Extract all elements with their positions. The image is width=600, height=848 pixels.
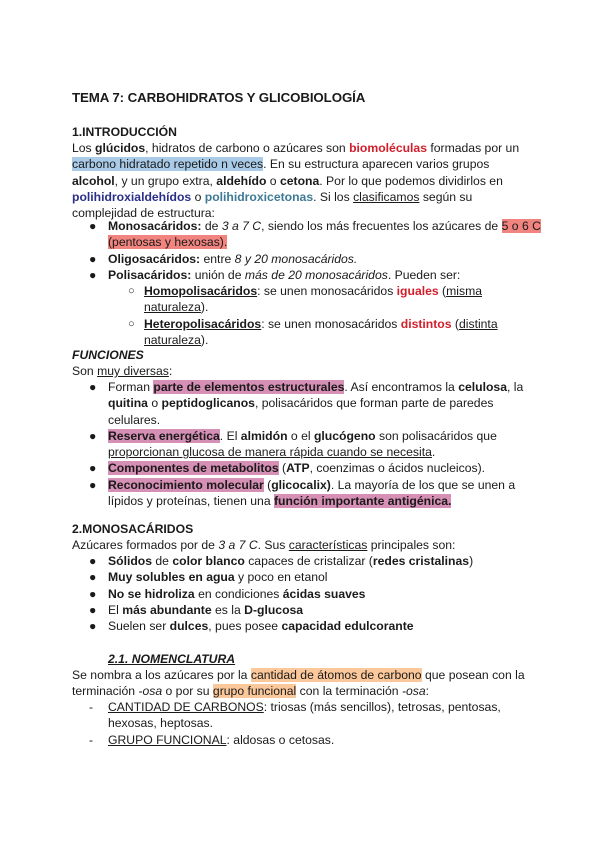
- list-item-hidroliza: ● No se hidroliza en condiciones ácidas suaves: [89, 586, 366, 601]
- monosacaridos-intro: Azúcares formados por de 3 a 7 C. Sus características principales son:: [72, 538, 456, 552]
- list-item-dulces: ● Suelen ser dulces, pues posee capacidad edulcorante: [89, 619, 414, 634]
- nomenclatura-list: [72, 699, 534, 748]
- section-heading-monosacaridos: 2.MONOSACÁRIDOS: [72, 522, 194, 536]
- bullet-icon: ●: [89, 619, 97, 634]
- classification-list: [72, 218, 542, 348]
- bullet-icon: ●: [89, 586, 97, 601]
- list-item-abundante: ● El más abundante es la D-glucosa: [89, 602, 304, 617]
- dash-icon: -: [89, 732, 94, 747]
- list-item-oligosacaridos: ● Oligosacáridos: entre 8 y 20 monosacáridos.: [89, 251, 358, 266]
- page-title: TEMA 7: CARBOHIDRATOS Y GLICOBIOLOGÍA: [72, 90, 366, 105]
- list-item-grupo-funcional: - GRUPO FUNCIONAL: aldosas o cetosas.: [89, 732, 335, 747]
- nomenclatura-paragraph: [72, 667, 534, 700]
- circle-bullet-icon: ○: [128, 285, 135, 298]
- funciones-intro: Son muy diversas:: [72, 364, 173, 378]
- caracteristicas-list: [72, 553, 542, 634]
- nomenclatura-text: Se nombra a los azúcares por la cantidad de átomos de carbono que posean con la terminación -osa o por su grupo funcional con la terminación -osa:: [72, 668, 525, 699]
- list-item-metabolitos: ● Componentes de metabolitos (ATP, coenzimas o ácidos nucleicos).: [89, 461, 486, 476]
- circle-bullet-icon: ○: [128, 317, 135, 330]
- list-item-homopolisacaridos: ○ Homopolisacáridos: se unen monosacáridos iguales (misma naturaleza).: [128, 284, 483, 315]
- bullet-icon: ●: [89, 554, 97, 568]
- funciones-list: [72, 379, 534, 509]
- list-item-solidos: ● Sólidos de color blanco capaces de cristalizar (redes cristalinas): [89, 554, 474, 568]
- list-item-reconocimiento: ● Reconocimiento molecular (glicocalix). La mayoría de los que se unen a lípidos y proteínas, tienen una función importante antigénica.: [89, 477, 516, 509]
- bullet-icon: ●: [89, 428, 97, 443]
- bullet-icon: ●: [89, 380, 97, 394]
- list-item-solubles: ● Muy solubles en agua y poco en etanol: [89, 570, 328, 585]
- intro-text: Los glúcidos, hidratos de carbono o azúcares son biomoléculas formadas por un carbono hidratado repetido n veces. En su estructura aparecen varios grupos alcohol, y un grupo extra, aldehído o cetona. Por lo que podemos dividirlos en polihidroxialdehídos o polihidroxicetonas. Si los clasificamos según su complejidad de estructura:: [72, 141, 520, 221]
- bullet-icon: ●: [89, 461, 97, 476]
- section-heading-introduccion: 1.INTRODUCCIÓN: [72, 125, 177, 139]
- bullet-icon: ●: [89, 251, 97, 266]
- bullet-icon: ●: [89, 602, 97, 617]
- dash-icon: -: [89, 700, 94, 714]
- intro-paragraph: [72, 140, 532, 221]
- bullet-icon: ●: [89, 477, 97, 492]
- list-item-heteropolisacaridos: ○ Heteropolisacáridos: se unen monosacáridos distintos (distinta naturaleza).: [128, 316, 498, 348]
- bullet-icon: ●: [89, 267, 97, 282]
- list-item-estructurales: ● Forman parte de elementos estructurales. Así encontramos la celulosa, la quitina o peptidoglicanos, polisacáridos que forman parte de paredes celulares.: [89, 380, 524, 427]
- list-item-polisacaridos: ● Polisacáridos: unión de más de 20 monosacáridos. Pueden ser:: [89, 267, 461, 282]
- list-item-monosacaridos: ● Monosacáridos: de 3 a 7 C, siendo los más frecuentes los azúcares de 5 o 6 C (pentosas y hexosas).: [89, 219, 541, 250]
- list-item-reserva: ● Reserva energética. El almidón o el glucógeno son polisacáridos que proporcionan glucosa de manera rápida cuando se necesita.: [89, 428, 497, 460]
- bullet-icon: ●: [89, 219, 97, 233]
- bullet-icon: ●: [89, 570, 97, 585]
- funciones-heading: FUNCIONES: [72, 348, 144, 362]
- subsection-heading-nomenclatura: 2.1. NOMENCLATURA: [108, 652, 236, 666]
- list-item-cantidad-carbonos: - CANTIDAD DE CARBONOS: triosas (más sencillos), tetrosas, pentosas, hexosas, heptosas.: [89, 700, 501, 731]
